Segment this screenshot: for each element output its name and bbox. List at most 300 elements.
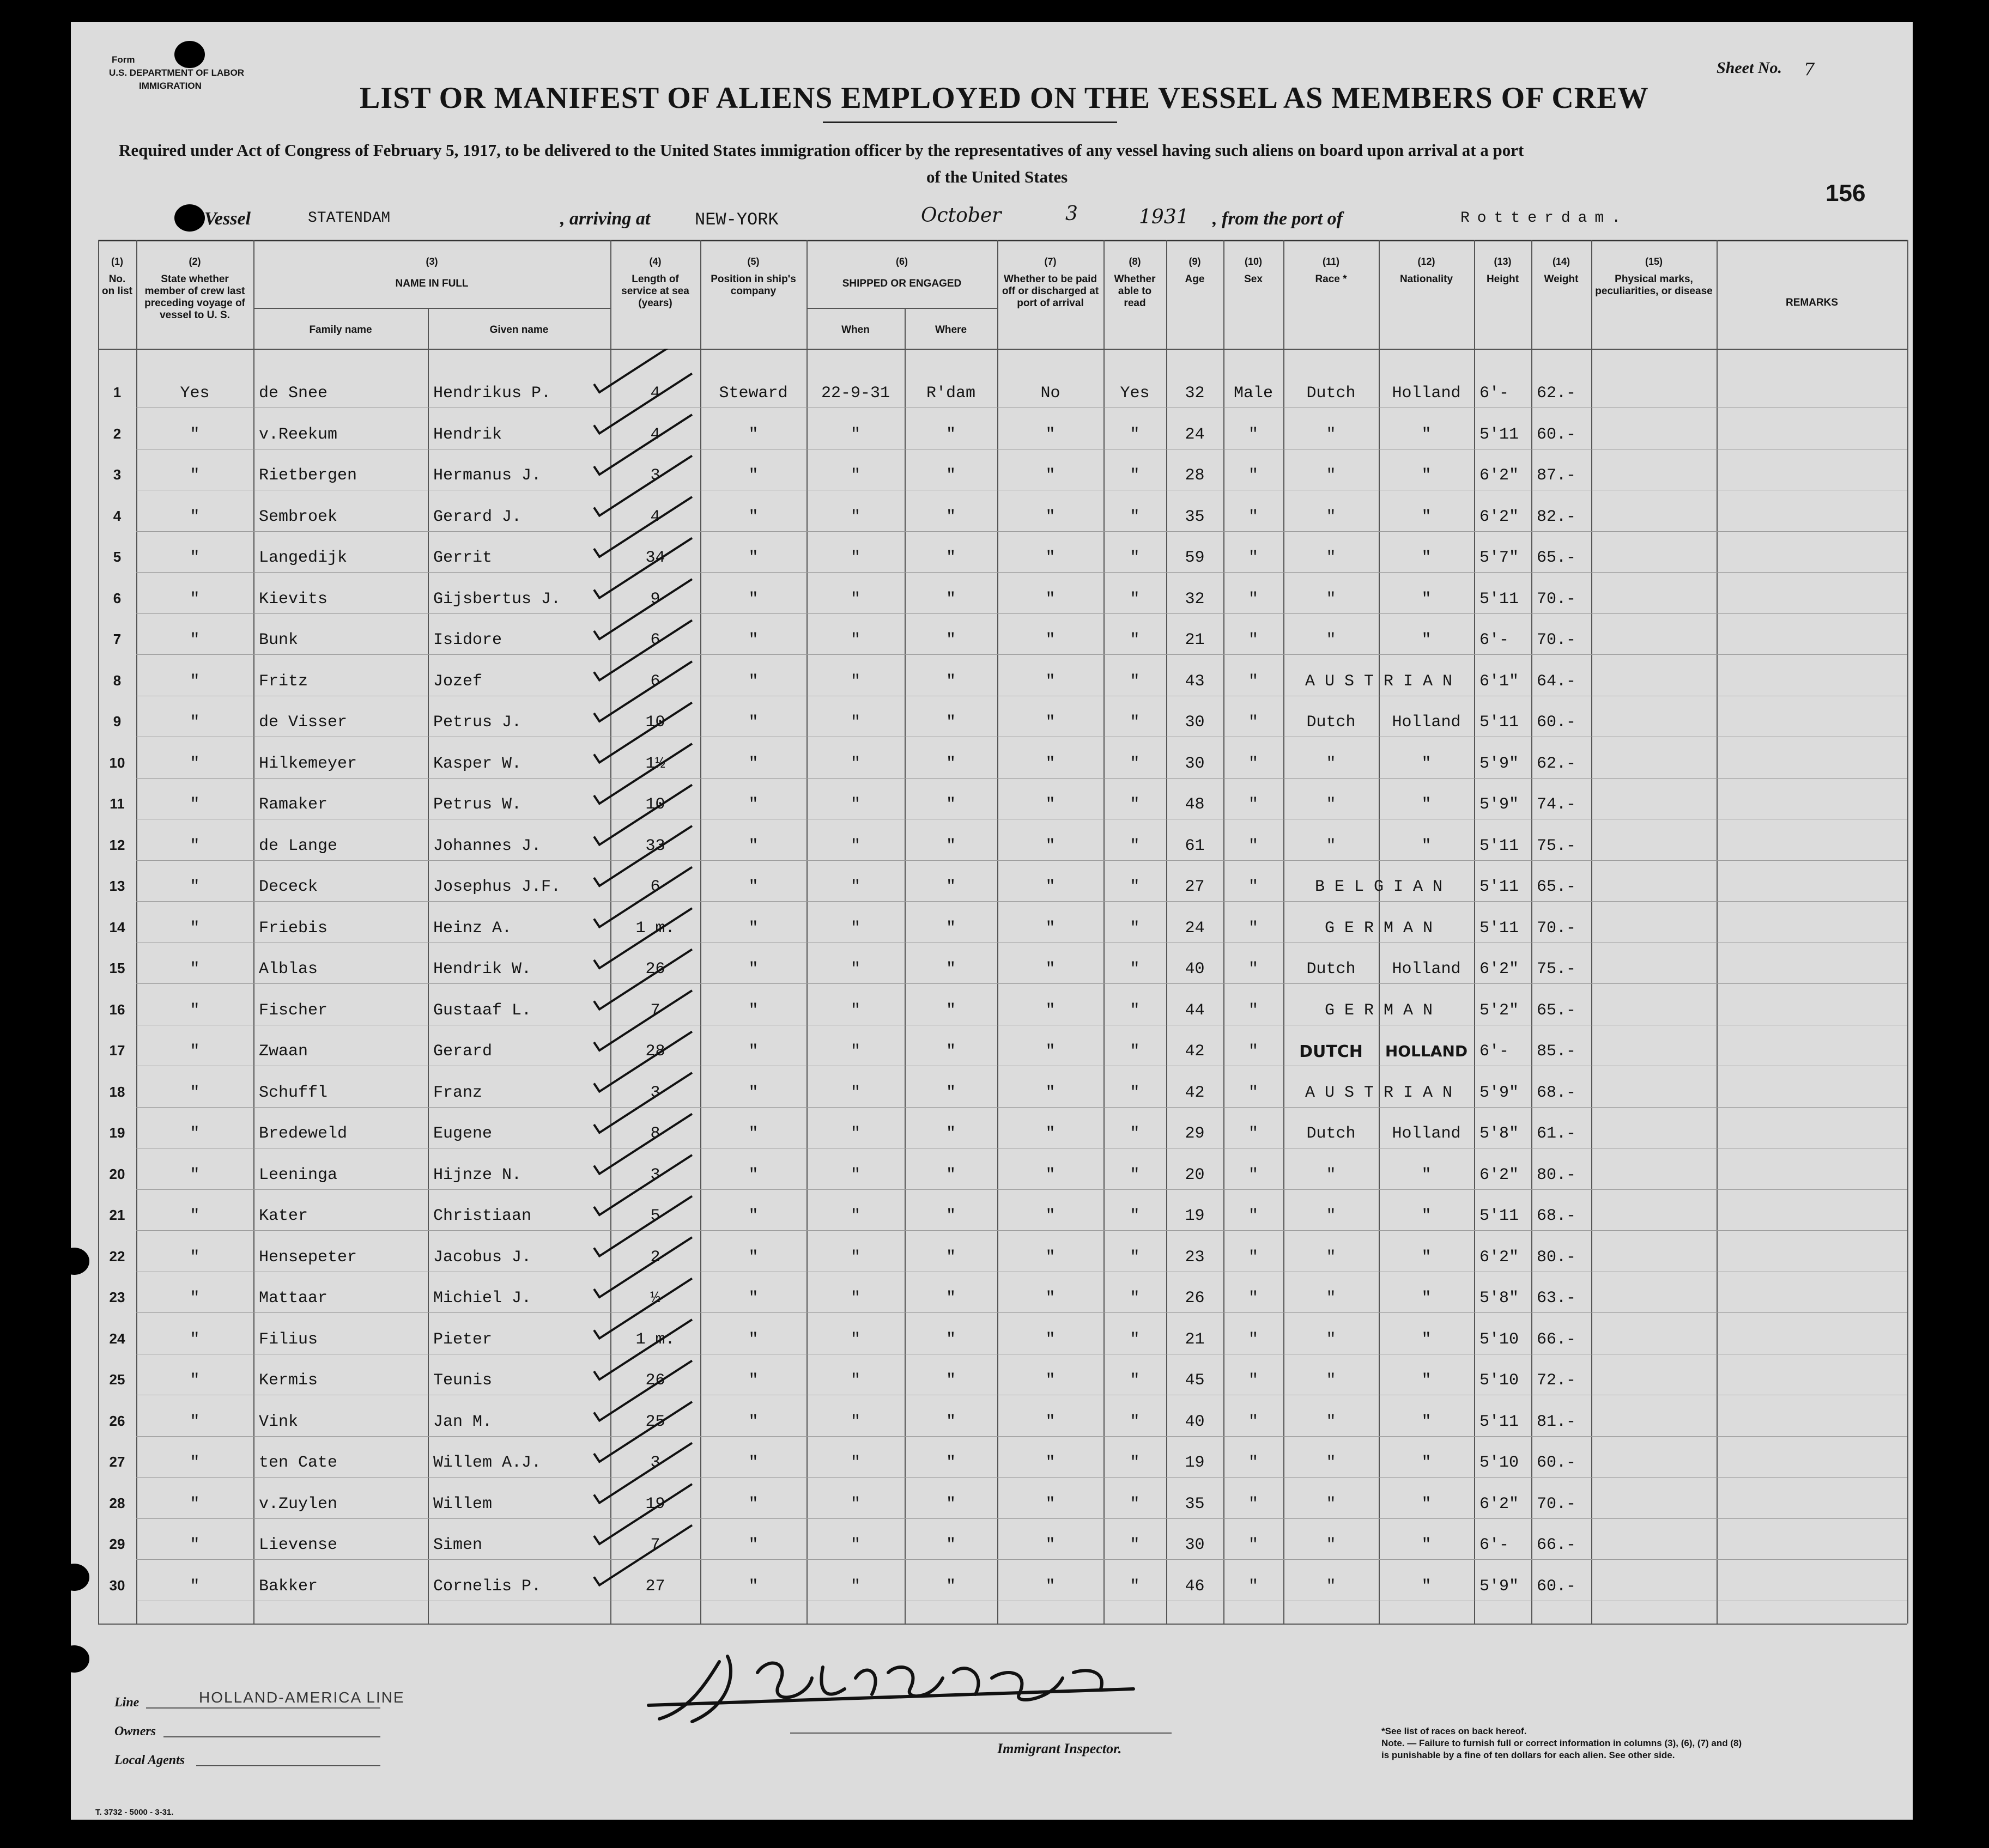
cell-family-name: v.Reekum	[259, 425, 338, 444]
cell-nationality: Holland	[1392, 960, 1461, 978]
cell-nationality: "	[1421, 1412, 1432, 1431]
from-port-label: , from the port of	[1212, 209, 1343, 229]
cell-age: 48	[1185, 795, 1205, 814]
cell-nationality: Holland	[1392, 1124, 1461, 1143]
table-top-border	[98, 240, 1907, 241]
cell-sex: "	[1248, 1577, 1258, 1596]
cell-length-of-service: 3	[650, 1454, 660, 1472]
cell-shipped-where: "	[945, 631, 956, 649]
colhead-race-number: (11)	[1322, 256, 1340, 267]
cell-paid-off: "	[1045, 919, 1056, 938]
cell-shipped-where: "	[945, 466, 956, 485]
cell-sex: "	[1248, 754, 1258, 773]
cell-age: 23	[1185, 1248, 1205, 1267]
row-number: 15	[109, 960, 125, 976]
cell-previous-voyage: "	[190, 878, 200, 896]
row-number: 4	[113, 507, 122, 524]
cell-paid-off: "	[1045, 1207, 1056, 1225]
cell-position: "	[748, 1165, 759, 1184]
cell-height: 5'9"	[1479, 795, 1519, 814]
row-rule	[136, 1518, 1907, 1519]
cell-race: Dutch	[1306, 713, 1356, 732]
row-number: 27	[109, 1454, 125, 1470]
cell-weight: 70.-	[1537, 919, 1576, 938]
cell-able-to-read: "	[1130, 672, 1140, 691]
cell-race: DUTCH	[1299, 1042, 1363, 1061]
cell-weight: 66.-	[1537, 1536, 1576, 1554]
cell-given-name: Johannes J.	[433, 836, 542, 855]
cell-paid-off: "	[1045, 878, 1056, 896]
cell-length-of-service: 9	[650, 589, 660, 609]
cell-family-name: Leeninga	[259, 1165, 338, 1184]
cell-nationality: "	[1421, 425, 1432, 444]
cell-given-name: Josephus J.F.	[433, 878, 561, 896]
group-header-divider	[806, 308, 997, 309]
colhead-sex-number: (10)	[1244, 256, 1262, 267]
vessel-name: STATENDAM	[308, 210, 391, 227]
cell-shipped-when: 22-9-31	[821, 384, 890, 403]
cell-given-name: Willem A.J.	[433, 1454, 542, 1472]
cell-length-of-service: 34	[645, 549, 665, 567]
row-number: 10	[109, 754, 125, 771]
cell-previous-voyage: "	[190, 631, 200, 649]
row-rule	[136, 983, 1907, 984]
cell-height: 5'11	[1479, 589, 1519, 609]
cell-family-name: Bunk	[259, 631, 299, 649]
colhead-shipped-or-engaged: SHIPPED OR ENGAGED	[842, 278, 962, 289]
colhead-shipped-or-engaged-sub-when: When	[841, 324, 870, 336]
cell-nationality: "	[1421, 1330, 1432, 1349]
cell-nationality: "	[1421, 1371, 1432, 1390]
cell-height: 5'10	[1479, 1454, 1519, 1472]
cell-sex: "	[1248, 466, 1258, 485]
cell-position: "	[748, 589, 759, 609]
cell-height: 6'-	[1479, 631, 1509, 649]
cell-paid-off: "	[1045, 1001, 1056, 1020]
row-number: 11	[110, 795, 125, 812]
cell-shipped-where: "	[945, 919, 956, 938]
row-rule	[136, 531, 1907, 532]
cell-nationality: Holland	[1392, 384, 1461, 403]
cell-previous-voyage: "	[190, 1536, 200, 1554]
cell-previous-voyage: "	[190, 466, 200, 485]
cell-paid-off: "	[1045, 1042, 1056, 1061]
cell-shipped-when: "	[850, 425, 860, 444]
cell-family-name: Zwaan	[259, 1042, 308, 1061]
cell-weight: 60.-	[1537, 1577, 1576, 1596]
row-number: 30	[109, 1577, 125, 1594]
cell-able-to-read: "	[1130, 1124, 1140, 1143]
cell-weight: 72.-	[1537, 1371, 1576, 1390]
cell-given-name: Gijsbertus J.	[433, 589, 561, 609]
cell-nationality: "	[1421, 1577, 1432, 1596]
colhead-sex: Sex	[1244, 273, 1263, 285]
cell-race: Dutch	[1306, 384, 1356, 403]
cell-position: "	[748, 1536, 759, 1554]
cell-position: "	[748, 1001, 759, 1020]
cell-family-name: Filius	[259, 1330, 318, 1349]
cell-previous-voyage: "	[190, 836, 200, 855]
cell-shipped-when: "	[850, 754, 860, 773]
cell-shipped-when: "	[850, 960, 860, 978]
cell-paid-off: "	[1045, 1412, 1056, 1431]
cell-able-to-read: "	[1130, 1412, 1140, 1431]
cell-race: "	[1326, 754, 1336, 773]
cell-race: "	[1326, 1371, 1336, 1390]
cell-previous-voyage: "	[190, 425, 200, 444]
cell-race: G E R M A N	[1324, 919, 1433, 938]
cell-previous-voyage: "	[190, 795, 200, 814]
cell-shipped-when: "	[850, 1207, 860, 1225]
cell-able-to-read: "	[1130, 836, 1140, 855]
cell-shipped-where: "	[945, 960, 956, 978]
cell-able-to-read: "	[1130, 1577, 1140, 1596]
cell-sex: "	[1248, 589, 1258, 609]
cell-given-name: Gerard J.	[433, 507, 522, 526]
group-header-divider	[253, 308, 610, 309]
cell-nationality: "	[1421, 1454, 1432, 1472]
cell-able-to-read: "	[1130, 713, 1140, 732]
cell-race: "	[1326, 1494, 1336, 1513]
cell-sex: "	[1248, 1371, 1258, 1390]
cell-age: 40	[1185, 960, 1205, 978]
cell-family-name: ten Cate	[259, 1454, 338, 1472]
row-number: 5	[113, 549, 122, 565]
row-number: 7	[113, 631, 122, 647]
cell-position: "	[748, 672, 759, 691]
cell-previous-voyage: "	[190, 672, 200, 691]
cell-family-name: Dececk	[259, 878, 318, 896]
cell-shipped-where: "	[945, 507, 956, 526]
cell-able-to-read: "	[1130, 631, 1140, 649]
colhead-shipped-or-engaged-number: (6)	[896, 256, 908, 267]
cell-race: "	[1326, 425, 1336, 444]
cell-nationality: "	[1421, 754, 1432, 773]
cell-shipped-when: "	[850, 631, 860, 649]
fine-note-line2: is punishable by a fine of ten dollars for each alien. See other side.	[1381, 1750, 1675, 1760]
vessel-label: Vessel	[204, 209, 251, 229]
row-number: 6	[113, 589, 122, 606]
cell-shipped-when: "	[850, 1412, 860, 1431]
cell-given-name: Willem	[433, 1494, 493, 1513]
cell-height: 6'-	[1479, 1536, 1509, 1554]
row-number: 23	[109, 1289, 125, 1305]
cell-able-to-read: "	[1130, 1536, 1140, 1554]
colhead-no-on-list: No. on list	[102, 273, 132, 297]
cell-shipped-where: "	[945, 1165, 956, 1184]
cell-shipped-where: "	[945, 1577, 956, 1596]
cell-age: 28	[1185, 466, 1205, 485]
binder-hole	[59, 1645, 89, 1673]
cell-able-to-read: "	[1130, 1494, 1140, 1513]
cell-given-name: Gerard	[433, 1042, 493, 1061]
cell-able-to-read: "	[1130, 549, 1140, 567]
row-number: 17	[109, 1042, 125, 1059]
cell-given-name: Hermanus J.	[433, 466, 542, 485]
cell-length-of-service: 5	[650, 1207, 660, 1225]
cell-age: 44	[1185, 1001, 1205, 1020]
cell-position: "	[748, 836, 759, 855]
cell-previous-voyage: Yes	[180, 384, 210, 403]
colhead-previous-voyage-number: (2)	[189, 256, 201, 267]
cell-able-to-read: "	[1130, 466, 1140, 485]
cell-age: 24	[1185, 425, 1205, 444]
row-number: 8	[113, 672, 122, 689]
cell-height: 6'2"	[1479, 960, 1519, 978]
cell-family-name: Mattaar	[259, 1289, 328, 1308]
cell-length-of-service: 26	[645, 1371, 665, 1390]
cell-weight: 66.-	[1537, 1330, 1576, 1349]
cell-shipped-when: "	[850, 795, 860, 814]
cell-given-name: Christiaan	[433, 1207, 532, 1225]
cell-given-name: Hijnze N.	[433, 1165, 522, 1184]
cell-able-to-read: "	[1130, 1042, 1140, 1061]
cell-weight: 65.-	[1537, 1001, 1576, 1020]
binder-hole	[174, 41, 205, 68]
cell-position: "	[748, 1494, 759, 1513]
cell-position: "	[748, 1083, 759, 1102]
arriving-label: , arriving at	[560, 209, 651, 229]
cell-height: 6'2"	[1479, 466, 1519, 485]
cell-family-name: Bredeweld	[259, 1124, 348, 1143]
cell-given-name: Kasper W.	[433, 754, 522, 773]
cell-given-name: Franz	[433, 1083, 483, 1102]
cell-shipped-when: "	[850, 507, 860, 526]
row-rule	[136, 1312, 1907, 1313]
cell-position: "	[748, 466, 759, 485]
cell-weight: 64.-	[1537, 672, 1576, 691]
cell-position: Steward	[719, 384, 788, 403]
cell-position: "	[748, 507, 759, 526]
cell-race: "	[1326, 1330, 1336, 1349]
cell-shipped-where: "	[945, 795, 956, 814]
cell-height: 5'10	[1479, 1330, 1519, 1349]
colhead-age-number: (9)	[1188, 256, 1201, 267]
binder-hole	[38, 681, 69, 708]
cell-height: 5'9"	[1479, 1083, 1519, 1102]
cell-sex: "	[1248, 549, 1258, 567]
cell-given-name: Petrus J.	[433, 713, 522, 732]
row-number: 1	[113, 384, 122, 400]
cell-age: 29	[1185, 1124, 1205, 1143]
cell-able-to-read: "	[1130, 425, 1140, 444]
cell-length-of-service: 1 m.	[635, 919, 675, 938]
cell-sex: "	[1248, 1248, 1258, 1267]
cell-family-name: Fritz	[259, 672, 308, 691]
row-rule	[136, 613, 1907, 614]
colhead-nationality-number: (12)	[1417, 256, 1435, 267]
cell-paid-off: "	[1045, 1330, 1056, 1349]
colhead-age: Age	[1185, 273, 1205, 285]
cell-family-name: de Lange	[259, 836, 338, 855]
cell-length-of-service: 3	[650, 466, 660, 485]
cell-age: 42	[1185, 1042, 1205, 1061]
row-number: 14	[109, 919, 125, 935]
cell-race: A U S T R I A N	[1305, 1083, 1453, 1102]
cell-height: 5'11	[1479, 878, 1519, 896]
cell-nationality: "	[1421, 589, 1432, 609]
cell-able-to-read: "	[1130, 1083, 1140, 1102]
inspector-signature	[627, 1640, 1172, 1732]
row-rule	[136, 778, 1907, 779]
cell-race: "	[1326, 1165, 1336, 1184]
cell-sex: "	[1248, 795, 1258, 814]
cell-position: "	[748, 795, 759, 814]
row-number: 16	[109, 1001, 125, 1018]
cell-race: "	[1326, 795, 1336, 814]
cell-nationality: "	[1421, 466, 1432, 485]
cell-weight: 65.-	[1537, 549, 1576, 567]
cell-sex: "	[1248, 713, 1258, 732]
cell-race: "	[1326, 1248, 1336, 1267]
cell-nationality: "	[1421, 1536, 1432, 1554]
row-number: 26	[109, 1412, 125, 1429]
colhead-remarks: REMARKS	[1785, 297, 1839, 308]
cell-sex: Male	[1233, 384, 1273, 403]
cell-able-to-read: "	[1130, 1330, 1140, 1349]
cell-previous-voyage: "	[190, 1083, 200, 1102]
row-number: 28	[109, 1494, 125, 1511]
cell-weight: 75.-	[1537, 960, 1576, 978]
cell-position: "	[748, 1577, 759, 1596]
cell-length-of-service: 25	[645, 1412, 665, 1431]
sheet-no-label: Sheet No.	[1717, 59, 1782, 77]
cell-race: "	[1326, 1289, 1336, 1308]
cell-previous-voyage: "	[190, 1577, 200, 1596]
cell-nationality: "	[1421, 1494, 1432, 1513]
cell-previous-voyage: "	[190, 507, 200, 526]
cell-weight: 68.-	[1537, 1083, 1576, 1102]
row-number: 18	[109, 1083, 125, 1100]
cell-race: "	[1326, 1207, 1336, 1225]
cell-sex: "	[1248, 672, 1258, 691]
cell-length-of-service: 6	[650, 631, 660, 649]
cell-nationality: "	[1421, 1289, 1432, 1308]
cell-able-to-read: "	[1130, 1001, 1140, 1020]
cell-shipped-when: "	[850, 466, 860, 485]
cell-paid-off: "	[1045, 507, 1056, 526]
cell-paid-off: "	[1045, 1083, 1056, 1102]
row-number: 13	[109, 878, 125, 894]
row-rule	[136, 1436, 1907, 1437]
cell-shipped-when: "	[850, 1083, 860, 1102]
arrival-port: NEW-YORK	[695, 210, 779, 230]
cell-sex: "	[1248, 919, 1258, 938]
colhead-no-on-list-number: (1)	[111, 256, 123, 267]
cell-sex: "	[1248, 1289, 1258, 1308]
cell-shipped-when: "	[850, 1577, 860, 1596]
cell-paid-off: "	[1045, 425, 1056, 444]
check-marks	[583, 349, 703, 1624]
cell-paid-off: No	[1040, 384, 1060, 403]
row-number: 29	[109, 1536, 125, 1552]
cell-race: "	[1326, 507, 1336, 526]
cell-shipped-where: "	[945, 1248, 956, 1267]
cell-paid-off: "	[1045, 589, 1056, 609]
cell-nationality: Holland	[1392, 713, 1461, 732]
cell-sex: "	[1248, 1412, 1258, 1431]
stamp-number: 156	[1826, 180, 1866, 206]
colhead-previous-voyage: State whether member of crew last preceding voyage of vessel to U. S.	[144, 273, 245, 321]
cell-height: 6'1"	[1479, 672, 1519, 691]
cell-position: "	[748, 960, 759, 978]
cell-previous-voyage: "	[190, 919, 200, 938]
row-rule	[136, 1107, 1907, 1108]
cell-shipped-when: "	[850, 589, 860, 609]
colhead-physical-marks: Physical marks, peculiarities, or disease	[1595, 273, 1713, 297]
row-rule	[136, 860, 1907, 861]
cell-weight: 70.-	[1537, 589, 1576, 609]
cell-race: "	[1326, 1454, 1336, 1472]
cell-given-name: Jan M.	[433, 1412, 493, 1431]
row-rule	[136, 572, 1907, 573]
cell-sex: "	[1248, 1042, 1258, 1061]
cell-paid-off: "	[1045, 713, 1056, 732]
cell-sex: "	[1248, 960, 1258, 978]
cell-family-name: Fischer	[259, 1001, 328, 1020]
cell-shipped-where: "	[945, 836, 956, 855]
line-underline	[146, 1707, 380, 1709]
cell-age: 30	[1185, 1536, 1205, 1554]
cell-paid-off: "	[1045, 549, 1056, 567]
cell-race: Dutch	[1306, 1124, 1356, 1143]
form-code: T. 3732 - 5000 - 3-31.	[95, 1808, 174, 1817]
cell-age: 35	[1185, 1494, 1205, 1513]
fine-note-line1: Note. — Failure to furnish full or correct information in columns (3), (6), (7) and (8)	[1381, 1738, 1742, 1748]
cell-weight: 87.-	[1537, 466, 1576, 485]
cell-height: 6'2"	[1479, 507, 1519, 526]
cell-shipped-where: "	[945, 713, 956, 732]
cell-age: 61	[1185, 836, 1205, 855]
cell-paid-off: "	[1045, 1536, 1056, 1554]
cell-weight: 70.-	[1537, 631, 1576, 649]
cell-family-name: Vink	[259, 1412, 299, 1431]
cell-able-to-read: "	[1130, 1207, 1140, 1225]
cell-able-to-read: "	[1130, 960, 1140, 978]
cell-height: 5'11	[1479, 919, 1519, 938]
colhead-position: Position in ship's company	[711, 273, 796, 297]
cell-paid-off: "	[1045, 836, 1056, 855]
cell-length-of-service: 19	[645, 1494, 665, 1513]
cell-nationality: HOLLAND	[1385, 1042, 1468, 1060]
row-rule	[136, 1230, 1907, 1231]
cell-weight: 60.-	[1537, 425, 1576, 444]
cell-age: 45	[1185, 1371, 1205, 1390]
cell-position: "	[748, 1330, 759, 1349]
cell-shipped-when: "	[850, 878, 860, 896]
cell-family-name: Langedijk	[259, 549, 348, 567]
cell-family-name: de Snee	[259, 384, 328, 403]
cell-paid-off: "	[1045, 1165, 1056, 1184]
row-number: 21	[109, 1207, 125, 1223]
cell-paid-off: "	[1045, 631, 1056, 649]
cell-previous-voyage: "	[190, 1124, 200, 1143]
cell-height: 5'9"	[1479, 754, 1519, 773]
row-number: 3	[113, 466, 122, 483]
bureau-label: IMMIGRATION	[139, 81, 202, 91]
subtitle-line2: of the United States	[926, 167, 1068, 186]
check-mark	[594, 1525, 692, 1585]
row-rule	[136, 1189, 1907, 1190]
cell-length-of-service: 26	[645, 960, 665, 978]
cell-age: 30	[1185, 713, 1205, 732]
cell-sex: "	[1248, 878, 1258, 896]
cell-given-name: Heinz A.	[433, 919, 512, 938]
cell-length-of-service: 7	[650, 1001, 660, 1020]
cell-family-name: Bakker	[259, 1577, 318, 1596]
cell-shipped-when: "	[850, 1248, 860, 1267]
cell-able-to-read: "	[1130, 1165, 1140, 1184]
